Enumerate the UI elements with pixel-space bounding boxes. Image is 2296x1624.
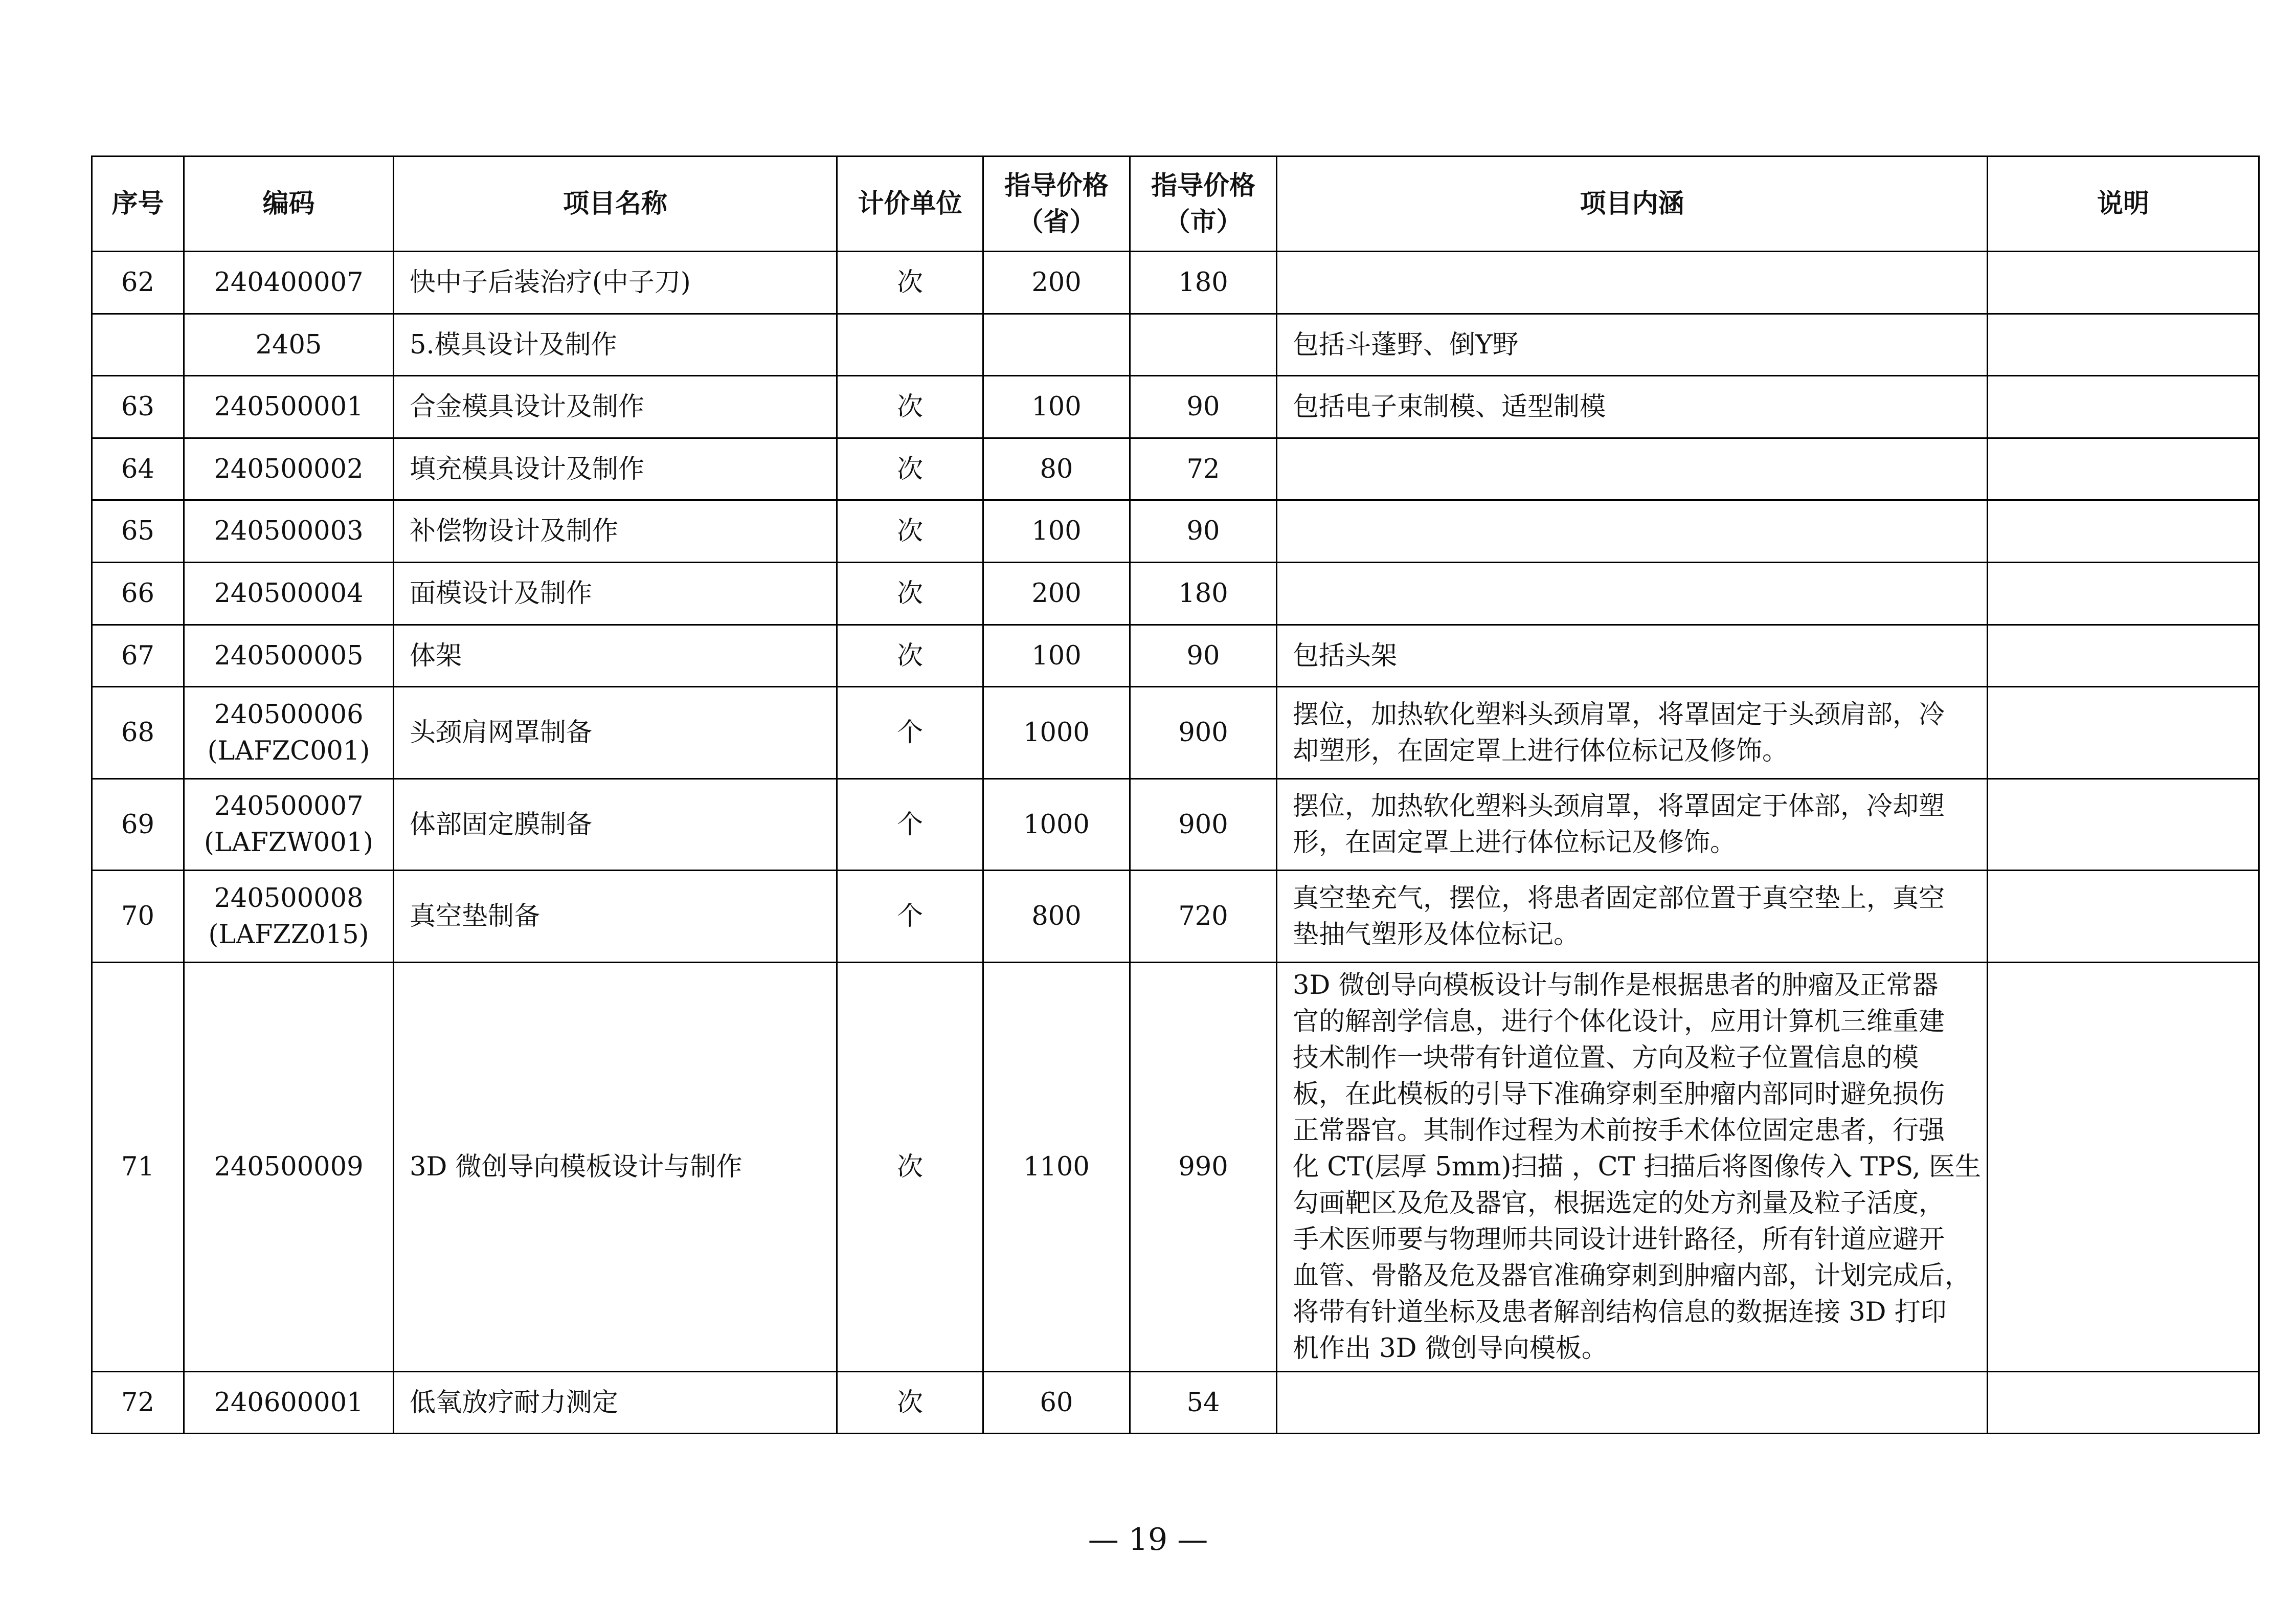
header-content: 项目内涵 (1277, 157, 1988, 252)
cell-unit: 个 (837, 779, 983, 871)
cell-content-line: 包括头架 (1293, 640, 1398, 671)
cell-unit: 次 (837, 563, 983, 625)
cell-code (184, 963, 394, 1372)
price-table (91, 155, 2260, 1434)
cell-price-city: 900 (1130, 687, 1277, 779)
cell-unit: 个 (837, 687, 983, 779)
table-row (92, 438, 2259, 500)
cell-seq: 66 (92, 563, 184, 625)
cell-unit: 次 (837, 376, 983, 438)
header-price-province-line2: （省） (1017, 207, 1096, 237)
cell-content (1277, 625, 1988, 687)
cell-unit: 个 (837, 871, 983, 963)
cell-name: 合金模具设计及制作 (394, 376, 837, 438)
cell-price-province: 100 (983, 376, 1130, 438)
table-row (92, 252, 2259, 314)
cell-content-line: 正常器官。其制作过程为术前按手术体位固定患者，行强 (1293, 1116, 1945, 1146)
cell-note (1988, 500, 2259, 563)
cell-price-province: 1000 (983, 779, 1130, 871)
header-unit: 计价单位 (837, 157, 983, 252)
header-price-city (1130, 157, 1277, 252)
cell-price-province: 200 (983, 252, 1130, 314)
cell-unit (837, 314, 983, 376)
cell-content (1277, 500, 1988, 563)
cell-note (1988, 438, 2259, 500)
cell-content-line: 技术制作一块带有针道位置、方向及粒子位置信息的模 (1293, 1043, 1919, 1073)
header-note: 说明 (1988, 157, 2259, 252)
cell-note (1988, 314, 2259, 376)
cell-code-line: (LAFZZ015) (208, 919, 369, 950)
cell-price-city: 90 (1130, 625, 1277, 687)
table-body (92, 252, 2259, 1434)
header-price-city-line2: （市） (1164, 207, 1243, 237)
header-price-city-line1: 指导价格 (1151, 170, 1255, 201)
cell-seq: 63 (92, 376, 184, 438)
cell-content (1277, 252, 1988, 314)
cell-price-province: 200 (983, 563, 1130, 625)
cell-note (1988, 687, 2259, 779)
cell-content-line: 摆位，加热软化塑料头颈肩罩，将罩固定于体部，冷却塑 (1293, 791, 1945, 821)
cell-price-province: 80 (983, 438, 1130, 500)
cell-content-line: 包括电子束制模、适型制模 (1293, 392, 1606, 422)
cell-code (184, 500, 394, 563)
cell-note (1988, 871, 2259, 963)
cell-content-line: 官的解剖学信息，进行个体化设计，应用计算机三维重建 (1293, 1007, 1945, 1037)
cell-code (184, 1372, 394, 1434)
cell-price-city: 90 (1130, 376, 1277, 438)
table-header-row (92, 157, 2259, 252)
cell-code (184, 376, 394, 438)
cell-code-line: (LAFZC001) (207, 736, 370, 766)
cell-note (1988, 779, 2259, 871)
cell-content (1277, 779, 1988, 871)
cell-code-line: 240600001 (214, 1387, 364, 1418)
cell-content-line: 血管、骨骼及危及器官准确穿刺到肿瘤内部，计划完成后， (1293, 1261, 1971, 1291)
cell-price-province: 1100 (983, 963, 1130, 1372)
cell-price-city: 720 (1130, 871, 1277, 963)
cell-price-city: 180 (1130, 252, 1277, 314)
cell-price-province (983, 314, 1130, 376)
cell-code-line: 240500008 (214, 883, 364, 914)
cell-code-line: 240500004 (214, 579, 364, 609)
cell-price-city: 90 (1130, 500, 1277, 563)
table-row (92, 779, 2259, 871)
cell-content-line: 真空垫充气，摆位，将患者固定部位置于真空垫上，真空 (1293, 883, 1945, 914)
cell-content-line: 形，在固定罩上进行体位标记及修饰。 (1293, 828, 1737, 858)
cell-seq: 65 (92, 500, 184, 563)
cell-unit: 次 (837, 963, 983, 1372)
header-seq: 序号 (92, 157, 184, 252)
cell-content-line: 包括斗蓬野、倒Y野 (1293, 329, 1519, 360)
cell-content-line: 却塑形，在固定罩上进行体位标记及修饰。 (1293, 736, 1789, 766)
cell-price-province: 1000 (983, 687, 1130, 779)
cell-price-province: 800 (983, 871, 1130, 963)
cell-code (184, 779, 394, 871)
cell-content-line: 摆位，加热软化塑料头颈肩罩，将罩固定于头颈肩部，冷 (1293, 699, 1945, 730)
cell-name: 体架 (394, 625, 837, 687)
cell-unit: 次 (837, 500, 983, 563)
cell-note (1988, 376, 2259, 438)
cell-name: 面模设计及制作 (394, 563, 837, 625)
cell-code (184, 438, 394, 500)
table-row (92, 963, 2259, 1372)
cell-price-province: 100 (983, 625, 1130, 687)
cell-code-line: 2405 (255, 329, 322, 360)
cell-name: 头颈肩网罩制备 (394, 687, 837, 779)
cell-unit: 次 (837, 438, 983, 500)
cell-price-city: 54 (1130, 1372, 1277, 1434)
cell-code (184, 252, 394, 314)
cell-seq (92, 314, 184, 376)
cell-price-city: 990 (1130, 963, 1277, 1372)
table-row (92, 625, 2259, 687)
cell-note (1988, 563, 2259, 625)
cell-code-line: 240500005 (214, 640, 364, 671)
cell-seq: 71 (92, 963, 184, 1372)
cell-content-line: 手术医师要与物理师共同设计进针路径，所有针道应避开 (1293, 1225, 1945, 1255)
cell-seq: 68 (92, 687, 184, 779)
cell-seq: 70 (92, 871, 184, 963)
table-row (92, 314, 2259, 376)
cell-code-line: 240500006 (214, 699, 364, 730)
cell-code (184, 314, 394, 376)
cell-content-line: 化 CT(层厚 5mm)扫描 ，CT 扫描后将图像传入 TPS, 医生 (1293, 1152, 1981, 1182)
cell-code-line: 240500001 (214, 392, 364, 422)
cell-unit: 次 (837, 1372, 983, 1434)
cell-price-city: 72 (1130, 438, 1277, 500)
cell-name: 体部固定膜制备 (394, 779, 837, 871)
cell-code (184, 871, 394, 963)
table-row (92, 1372, 2259, 1434)
cell-content (1277, 314, 1988, 376)
cell-name: 填充模具设计及制作 (394, 438, 837, 500)
cell-content-line: 将带有针道坐标及患者解剖结构信息的数据连接 3D 打印 (1293, 1297, 1947, 1327)
cell-content-line: 垫抽气塑形及体位标记。 (1293, 919, 1580, 950)
cell-unit: 次 (837, 252, 983, 314)
cell-code (184, 687, 394, 779)
cell-seq: 72 (92, 1372, 184, 1434)
cell-price-province: 100 (983, 500, 1130, 563)
cell-code-line: 240500003 (214, 516, 364, 546)
cell-content (1277, 871, 1988, 963)
cell-content-line: 3D 微创导向模板设计与制作是根据患者的肿瘤及正常器 (1293, 970, 1939, 1000)
cell-note (1988, 963, 2259, 1372)
table-row (92, 376, 2259, 438)
cell-code (184, 563, 394, 625)
cell-note (1988, 252, 2259, 314)
cell-note (1988, 625, 2259, 687)
cell-code (184, 625, 394, 687)
cell-note (1988, 1372, 2259, 1434)
cell-name: 5.模具设计及制作 (394, 314, 837, 376)
cell-content-line: 勾画靶区及危及器官，根据选定的处方剂量及粒子活度， (1293, 1188, 1945, 1218)
table-row (92, 563, 2259, 625)
cell-code-line: 240500007 (214, 791, 364, 821)
cell-content-line: 机作出 3D 微创导向模板。 (1293, 1333, 1608, 1364)
page-number: — 19 — (1088, 1522, 1208, 1558)
cell-name: 真空垫制备 (394, 871, 837, 963)
cell-content (1277, 376, 1988, 438)
cell-name: 补偿物设计及制作 (394, 500, 837, 563)
cell-content (1277, 1372, 1988, 1434)
cell-content (1277, 687, 1988, 779)
cell-seq: 64 (92, 438, 184, 500)
header-name: 项目名称 (394, 157, 837, 252)
cell-price-city: 180 (1130, 563, 1277, 625)
header-price-province (983, 157, 1130, 252)
cell-seq: 67 (92, 625, 184, 687)
cell-seq: 62 (92, 252, 184, 314)
cell-code-line: 240400007 (214, 268, 364, 298)
cell-content (1277, 563, 1988, 625)
cell-content-line: 板，在此模板的引导下准确穿刺至肿瘤内部同时避免损伤 (1293, 1079, 1945, 1109)
cell-content (1277, 963, 1988, 1372)
cell-name: 3D 微创导向模板设计与制作 (394, 963, 837, 1372)
cell-code-line: (LAFZW001) (204, 828, 374, 858)
table-row (92, 871, 2259, 963)
header-price-province-line1: 指导价格 (1004, 170, 1109, 201)
cell-price-province: 60 (983, 1372, 1130, 1434)
table-row (92, 687, 2259, 779)
cell-content (1277, 438, 1988, 500)
table-row (92, 500, 2259, 563)
cell-code-line: 240500002 (214, 454, 364, 484)
cell-name: 低氧放疗耐力测定 (394, 1372, 837, 1434)
header-code: 编码 (184, 157, 394, 252)
cell-name: 快中子后装治疗(中子刀) (394, 252, 837, 314)
cell-price-city (1130, 314, 1277, 376)
cell-unit: 次 (837, 625, 983, 687)
cell-code-line: 240500009 (214, 1152, 364, 1182)
cell-seq: 69 (92, 779, 184, 871)
cell-price-city: 900 (1130, 779, 1277, 871)
